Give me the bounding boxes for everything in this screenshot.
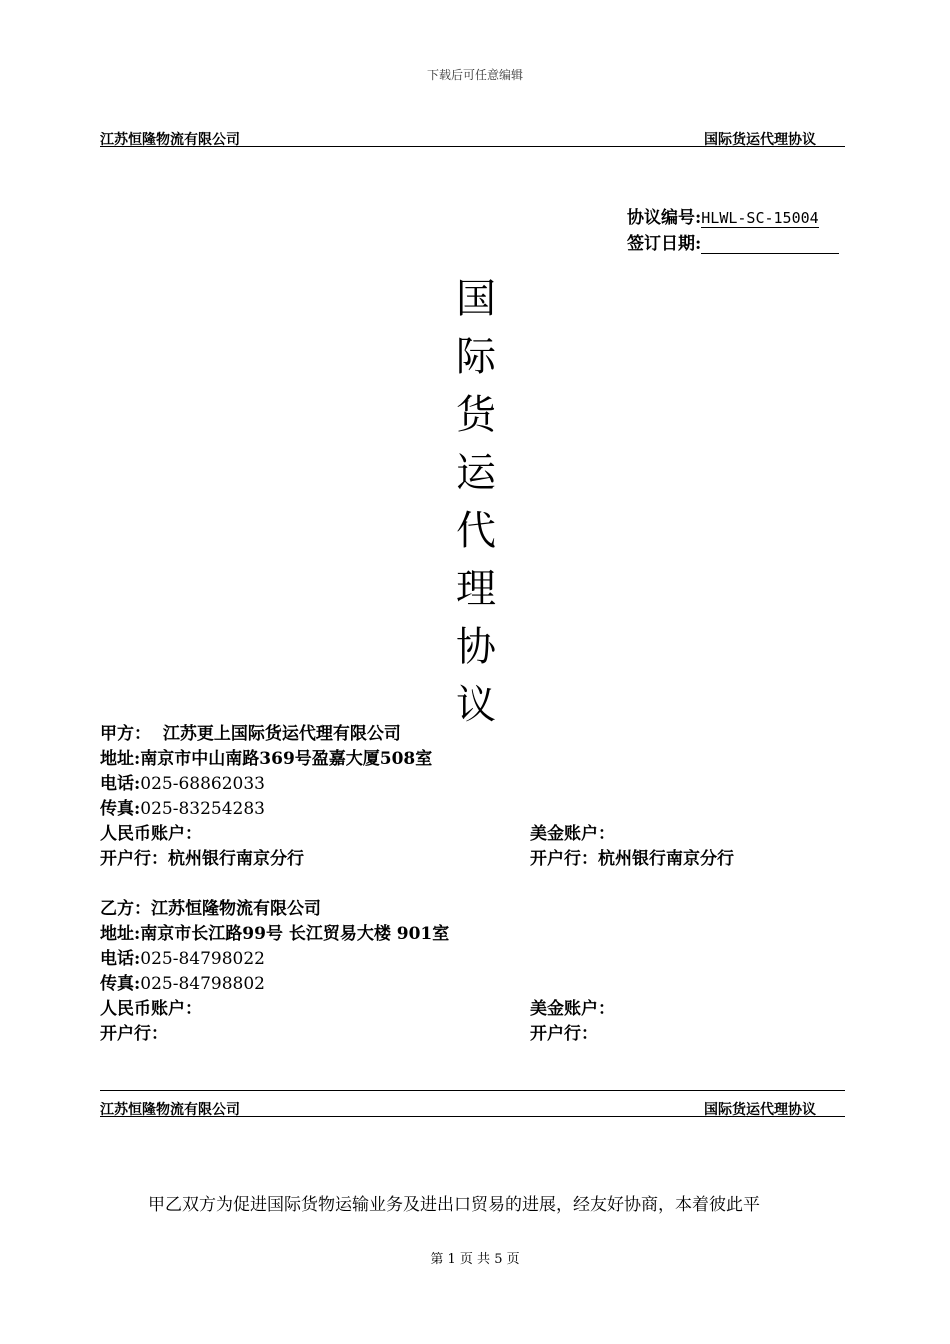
party-b-address: 南京市长江路99号 长江贸易大楼 901室 bbox=[140, 924, 450, 944]
party-a-bank-rmb-line bbox=[100, 847, 304, 872]
party-b-usd-account: 美金账户： bbox=[530, 999, 615, 1019]
title-char: 协 bbox=[456, 624, 496, 670]
party-a-phone-line bbox=[100, 772, 265, 797]
title-char: 国 bbox=[456, 276, 496, 322]
body-paragraph: 甲乙双方为促进国际货物运输业务及进出口贸易的进展，经友好协商，本着彼此平 bbox=[148, 1195, 760, 1215]
party-b-phone: 025-84798022 bbox=[140, 949, 266, 969]
party-a-bank-label: 开户行： bbox=[100, 849, 168, 869]
party-a-name: 江苏更上国际货运代理有限公司 bbox=[162, 724, 401, 744]
header-company: 江苏恒隆物流有限公司 bbox=[100, 132, 240, 148]
party-b-bank-usd: 开户行： bbox=[530, 1024, 598, 1044]
party-b-rmb-account: 人民币账户： bbox=[100, 999, 202, 1019]
top-note: 下载后可任意编辑 bbox=[426, 68, 523, 82]
agreement-number-label: 协议编号: bbox=[627, 208, 702, 228]
party-a-fax-line bbox=[100, 797, 265, 822]
party-a-bank-rmb: 杭州银行南京分行 bbox=[168, 849, 304, 869]
party-b-fax-label: 传真: bbox=[100, 974, 141, 994]
party-a-bank-usd: 杭州银行南京分行 bbox=[598, 849, 734, 869]
party-a-usd-account: 美金账户： bbox=[530, 824, 615, 844]
header-doc-title-2: 国际货运代理协议 bbox=[704, 1102, 816, 1118]
sign-date-blank bbox=[701, 235, 839, 254]
party-b-phone-line bbox=[100, 947, 265, 972]
party-a-rmb-account: 人民币账户： bbox=[100, 824, 202, 844]
page-break-rule bbox=[100, 1090, 845, 1091]
party-b-name: 江苏恒隆物流有限公司 bbox=[151, 899, 321, 919]
title-char: 运 bbox=[456, 450, 496, 496]
party-a-address: 南京市中山南路369号盈嘉大厦508室 bbox=[140, 749, 433, 769]
party-b-fax: 025-84798802 bbox=[140, 974, 266, 994]
document-title bbox=[445, 270, 507, 734]
header-doc-title: 国际货运代理协议 bbox=[704, 132, 816, 148]
header-rule bbox=[100, 146, 845, 147]
party-a-bank-usd-label: 开户行： bbox=[530, 849, 598, 869]
party-a-fax: 025-83254283 bbox=[140, 799, 266, 819]
party-a-name-line bbox=[100, 722, 401, 747]
sign-date bbox=[627, 229, 839, 254]
title-char: 理 bbox=[456, 566, 496, 612]
party-a-bank-usd-line bbox=[530, 847, 734, 872]
party-a-phone: 025-68862033 bbox=[140, 774, 266, 794]
header-rule-2 bbox=[100, 1116, 845, 1117]
header-company-2: 江苏恒隆物流有限公司 bbox=[100, 1102, 240, 1118]
party-b-bank-rmb: 开户行： bbox=[100, 1024, 168, 1044]
party-a-fax-label: 传真: bbox=[100, 799, 141, 819]
party-b-name-line bbox=[100, 897, 321, 922]
title-char: 际 bbox=[456, 334, 496, 380]
party-a-phone-label: 电话: bbox=[100, 774, 141, 794]
party-b-address-line bbox=[100, 922, 449, 947]
party-a-address-label: 地址: bbox=[100, 749, 141, 769]
title-char: 议 bbox=[456, 682, 496, 728]
title-char: 货 bbox=[456, 392, 496, 438]
title-char: 代 bbox=[456, 508, 496, 554]
agreement-number bbox=[627, 203, 819, 228]
party-a-address-line bbox=[100, 747, 432, 772]
party-b-fax-line bbox=[100, 972, 265, 997]
sign-date-label: 签订日期: bbox=[627, 234, 702, 254]
page-number: 第 1 页 共 5 页 bbox=[430, 1252, 520, 1267]
agreement-number-value: HLWL-SC-15004 bbox=[701, 209, 819, 227]
party-b-label: 乙方： bbox=[100, 899, 151, 919]
party-b-phone-label: 电话: bbox=[100, 949, 141, 969]
party-b-address-label: 地址: bbox=[100, 924, 141, 944]
party-a-label: 甲方： bbox=[100, 724, 151, 744]
